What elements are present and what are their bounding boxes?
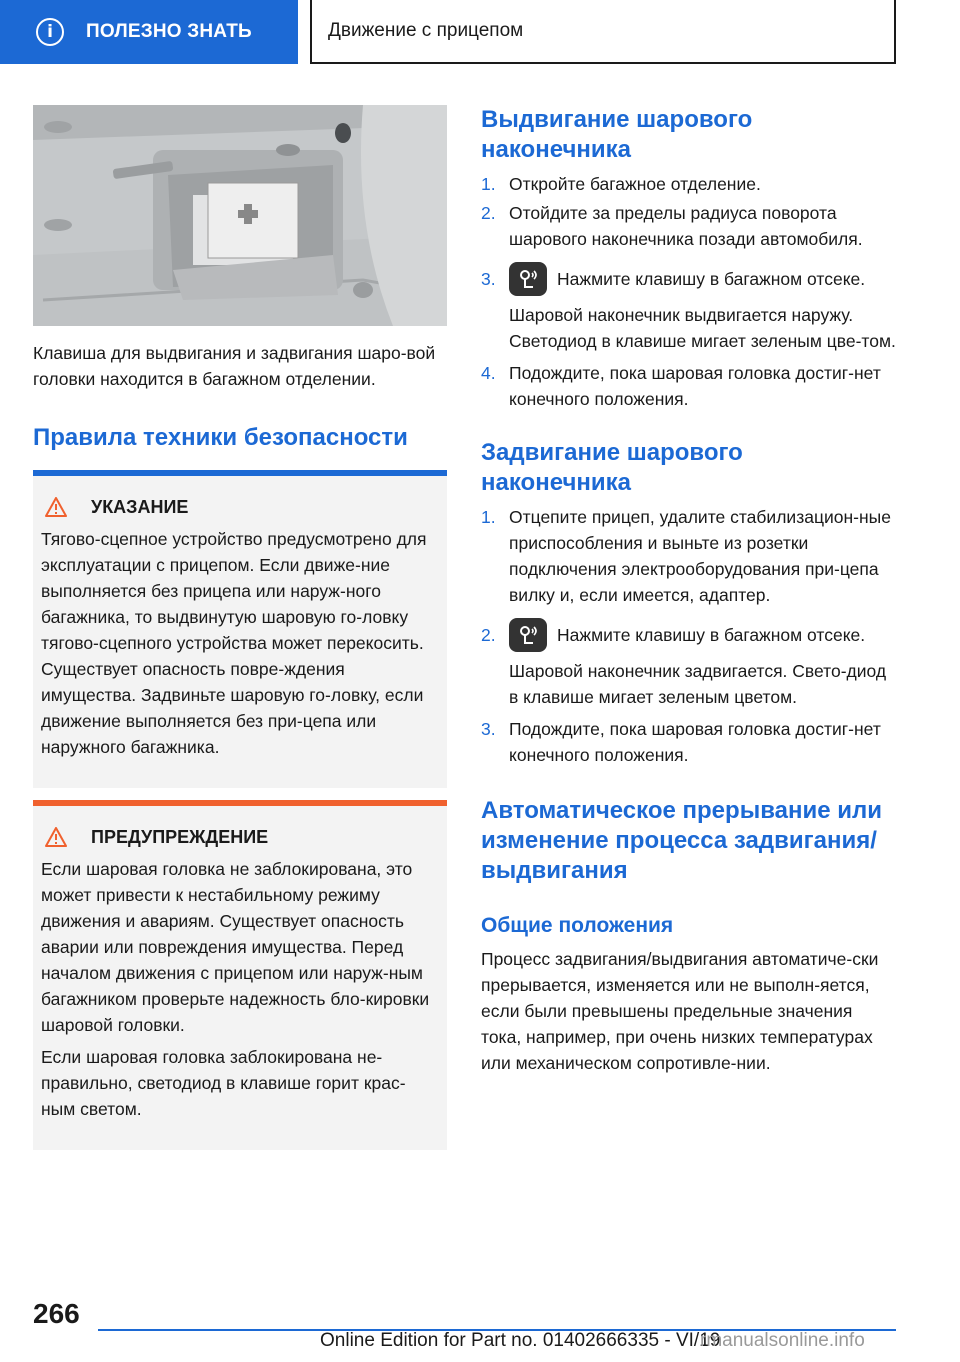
warning-triangle-icon xyxy=(45,827,67,847)
warning-text-1: Если шаровая головка не заблокирована, это может привести к нестабильному режиму движения и авариям. Существует опасность аварии или повреждения имущества. Перед началом движения с прицепом или наруж-ным багажником проверьте надежность бло-кировки шаровой головки. xyxy=(41,859,430,1035)
trunk-illustration xyxy=(33,105,447,326)
extend-steps xyxy=(481,171,896,296)
photo-caption: Клавиша для выдвигания и задвигания шаро-вой головки находится в багажном отделении. xyxy=(33,343,436,389)
right-column xyxy=(481,105,896,1076)
trunk-photo xyxy=(33,105,447,326)
retract-steps xyxy=(481,504,896,652)
safety-heading: Правила техники безопасности xyxy=(33,424,408,451)
auto-heading: Автоматическое прерывание или изменение процесса задвигания/выдвигания xyxy=(481,797,882,884)
warning-box xyxy=(33,806,447,1150)
notice-box xyxy=(33,476,447,788)
retract-heading: Задвигание шарового наконечника xyxy=(481,439,743,496)
notice-text: Тягово-сцепное устройство предусмотрено для эксплуатации с прицепом. Если движе-ние выполняется без прицепа или наруж-ного багажника, то выдвинутую шаровую го-ловку тягово-сцепного устройства может перекосить. Существует опасность повре-ждения имущества. Задвиньте шаровую го-ловку, если движение выполняется без при-цепа или наружного багажника. xyxy=(41,529,427,757)
list-item: 3. Нажмите клавишу в багажном отсеке. xyxy=(481,262,896,296)
general-text: Процесс задвигания/выдвигания автоматиче-ски прерывается, изменяется или не выполн-яется, если были превышены предельные значения тока, например, при очень низких температурах или механическом сопротивле-нии. xyxy=(481,949,879,1073)
trailer-hitch-button-icon xyxy=(509,262,547,296)
info-icon: i xyxy=(36,18,64,46)
warning-triangle-icon xyxy=(45,497,67,517)
extend-step3-note: Шаровой наконечник выдвигается наружу. Светодиод в клавише мигает зеленым цве-том. xyxy=(509,305,896,351)
header-tab-label: ПОЛЕЗНО ЗНАТЬ xyxy=(86,21,252,42)
extend-heading: Выдвигание шарового наконечника xyxy=(481,106,753,163)
notice-label: УКАЗАНИЕ xyxy=(91,496,189,517)
general-heading: Общие положения xyxy=(481,914,674,937)
warning-text-2: Если шаровая головка заблокирована не-правильно, светодиод в клавише горит крас-ным светом. xyxy=(41,1047,406,1119)
trailer-hitch-button-icon xyxy=(509,618,547,652)
list-item: 3. Подождите, пока шаровая головка достиг-нет конечного положения. xyxy=(481,719,881,765)
header-tab xyxy=(0,0,298,64)
retract-step2-note: Шаровой наконечник задвигается. Свето-диод в клавише мигает зеленым цветом. xyxy=(509,661,887,707)
footer-watermark: rmanualsonline.info xyxy=(700,1330,865,1351)
section-title: Движение с прицепом xyxy=(310,0,896,64)
warning-label: ПРЕДУПРЕЖДЕНИЕ xyxy=(91,826,269,847)
list-item: 2. Нажмите клавишу в багажном отсеке. xyxy=(481,618,896,652)
footer-edition: Online Edition for Part no. 01402666335 - VI/19 xyxy=(320,1330,721,1351)
left-column xyxy=(33,105,447,1150)
list-item: 2. Отойдите за пределы радиуса поворота шарового наконечника позади автомобиля. xyxy=(481,203,863,249)
list-item: 1. Отцепите прицеп, удалите стабилизацион-ные приспособления и выньте из розетки подключения электрооборудования при-цепа вилку и, если имеется, адаптер. xyxy=(481,507,891,605)
page-number: 266 xyxy=(33,1298,80,1329)
list-item: 4. Подождите, пока шаровая головка достиг-нет конечного положения. xyxy=(481,363,881,409)
list-item: 1. Откройте багажное отделение. xyxy=(481,174,761,194)
